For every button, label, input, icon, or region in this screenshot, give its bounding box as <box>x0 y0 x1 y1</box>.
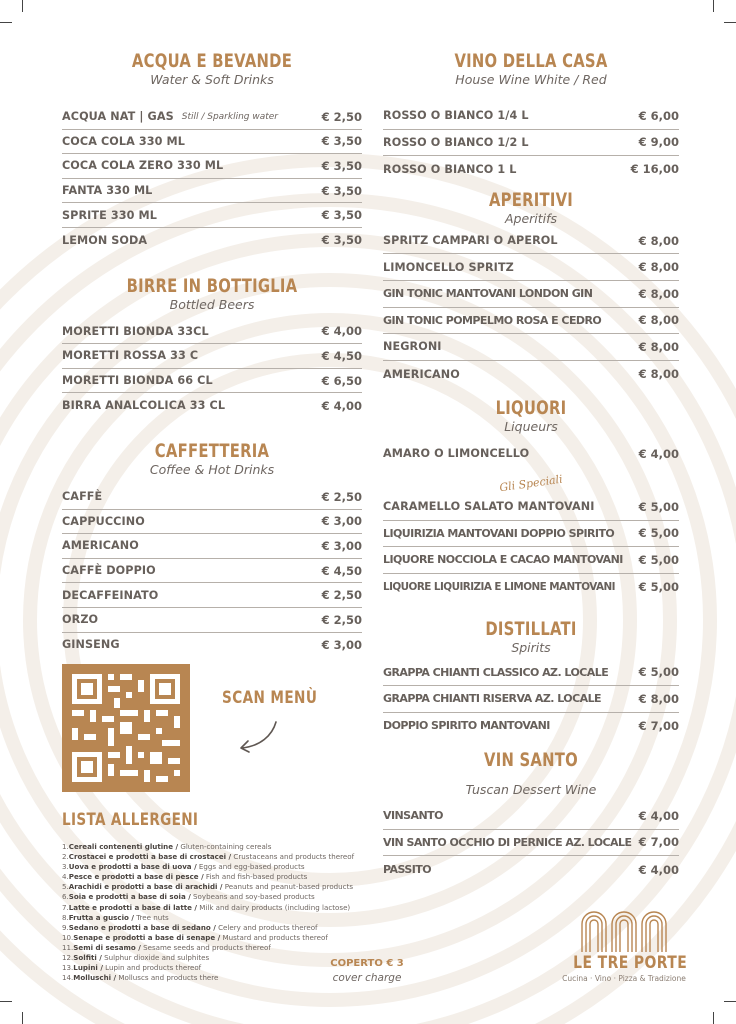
section-specials-items <box>383 494 679 600</box>
section-title: DISTILLATI <box>485 618 577 641</box>
qr-code-icon <box>62 664 190 792</box>
menu-item <box>383 228 679 255</box>
item-name: LIQUORE LIQUIRIZIA E LIMONE MANTOVANI <box>383 581 615 594</box>
item-price: € 2,50 <box>321 109 362 124</box>
allergen-item: 6.Soia e prodotti a base di soia / Soybeans and soy-based products <box>62 892 315 902</box>
crop-mark <box>713 1012 714 1024</box>
crop-mark <box>724 1001 736 1002</box>
item-price: € 4,00 <box>638 808 679 823</box>
menu-item <box>62 344 362 369</box>
item-price: € 8,00 <box>638 286 679 301</box>
item-price: € 16,00 <box>630 162 679 177</box>
menu-item <box>383 713 679 740</box>
item-price: € 8,00 <box>638 339 679 354</box>
item-price: € 3,50 <box>321 233 362 248</box>
allergen-item: 11.Semi di sesamo / Sesame seeds and products thereof <box>62 942 271 952</box>
menu-item <box>62 608 362 633</box>
section-subtitle: Liqueurs <box>504 419 558 435</box>
item-price: € 4,00 <box>321 324 362 339</box>
allergen-item: 1.Cereali contenenti glutine / Gluten-containing cereals <box>62 842 272 851</box>
allergen-item: 12.Solfiti / Sulphur dioxide and sulphites <box>62 953 210 963</box>
menu-item <box>62 393 362 418</box>
section-aperitifs-header <box>383 189 679 226</box>
allergen-item: 5.Arachidi e prodotti a base di arachidi / Peanuts and peanut-based products <box>62 882 354 892</box>
menu-item <box>383 103 679 130</box>
menu-item <box>383 659 679 686</box>
section-title: APERITIVI <box>488 188 574 211</box>
item-price: € 8,00 <box>638 367 679 382</box>
allergen-item: 7.Latte e prodotti a base di latte / Milk and dairy products (including lactose) <box>62 902 351 912</box>
item-price: € 7,00 <box>638 835 679 850</box>
menu-item <box>383 156 679 183</box>
brand-block <box>562 904 686 983</box>
allergen-list <box>62 842 362 983</box>
item-price: € 7,00 <box>638 718 679 733</box>
crop-mark <box>22 1012 23 1024</box>
item-name: AMARO O LIMONCELLO <box>383 447 530 461</box>
item-name: GIN TONIC POMPELMO ROSA E CEDRO <box>383 313 602 327</box>
item-price: € 6,50 <box>321 373 362 388</box>
allergen-item: 8.Frutta a guscio / Tree nuts <box>62 912 169 922</box>
item-price: € 3,00 <box>321 538 362 553</box>
item-price: € 5,00 <box>638 526 679 541</box>
menu-item <box>383 856 679 883</box>
brand-tagline: Cucina · Vino · Pizza & Tradizione <box>562 974 686 983</box>
menu-item <box>62 228 362 253</box>
left-column <box>62 50 362 657</box>
section-liqueurs-header <box>383 397 679 434</box>
menu-item <box>383 574 679 601</box>
item-name: SPRITZ CAMPARI O APEROL <box>383 234 558 248</box>
item-name: MORETTI BIONDA 33CL <box>62 324 209 338</box>
item-name: GINSENG <box>62 638 120 652</box>
menu-item <box>383 254 679 281</box>
item-price: € 4,50 <box>321 348 362 363</box>
menu-item <box>62 203 362 228</box>
section-wine-header <box>383 50 679 87</box>
section-title: LIQUORI <box>495 397 567 420</box>
item-note: Still / Sparkling water <box>181 111 279 122</box>
menu-item <box>383 547 679 574</box>
item-price: € 3,00 <box>321 514 362 529</box>
item-price: € 2,50 <box>321 588 362 603</box>
crop-mark <box>0 1001 12 1002</box>
item-price: € 4,00 <box>638 446 679 461</box>
crop-mark <box>0 22 12 23</box>
menu-item <box>62 320 362 345</box>
item-price: € 5,00 <box>638 499 679 514</box>
menu-item <box>62 559 362 584</box>
item-name: SPRITE 330 ML <box>62 208 158 222</box>
section-subtitle: Coffee & Hot Drinks <box>149 461 275 477</box>
allergen-item: 10.Senape e prodotti a base di senape / Mustard and products thereof <box>62 932 328 942</box>
menu-item <box>383 686 679 713</box>
crop-mark <box>724 22 736 23</box>
section-wine-items <box>383 103 679 183</box>
item-name: DOPPIO SPIRITO MANTOVANI <box>383 719 550 733</box>
item-name: AMERICANO <box>62 539 139 553</box>
allergen-item: 9.Sedano e prodotti a base di sedano / Celery and products thereof <box>62 922 318 932</box>
item-name: ROSSO O BIANCO 1 L <box>383 162 517 176</box>
menu-item <box>62 369 362 394</box>
arrow-icon <box>234 718 284 754</box>
section-title: ACQUA E BEVANDE <box>131 50 293 72</box>
menu-item <box>383 334 679 361</box>
menu-item <box>383 803 679 830</box>
item-name: COCA COLA 330 ML <box>62 134 185 148</box>
item-price: € 3,50 <box>321 134 362 149</box>
item-price: € 4,50 <box>321 563 362 578</box>
section-subtitle: Tuscan Dessert Wine <box>465 782 597 798</box>
item-name: LIQUORE NOCCIOLA E CACAO MANTOVANI <box>383 553 623 567</box>
allergen-title: LISTA ALLERGENI <box>62 810 199 830</box>
item-name: LIQUIRIZIA MANTOVANI DOPPIO SPIRITO <box>383 526 615 540</box>
item-price: € 2,50 <box>321 612 362 627</box>
menu-item <box>62 485 362 510</box>
menu-item <box>62 179 362 204</box>
item-price: € 8,00 <box>638 260 679 275</box>
brand-name: LE TRE PORTE <box>573 953 688 973</box>
section-beer-items <box>62 320 362 418</box>
section-aperitifs-items <box>383 228 679 388</box>
cover-charge-subtitle: cover charge <box>332 972 402 984</box>
item-name: FANTA 330 ML <box>62 184 153 198</box>
cover-charge <box>322 958 412 984</box>
item-name: CAFFÈ DOPPIO <box>62 564 156 578</box>
item-price: € 8,00 <box>638 313 679 328</box>
crop-mark <box>22 0 23 12</box>
item-name: CAFFÈ <box>62 490 103 504</box>
menu-item <box>383 830 679 857</box>
item-price: € 3,50 <box>321 183 362 198</box>
item-price: € 2,50 <box>321 489 362 504</box>
item-name: MORETTI BIONDA 66 CL <box>62 374 213 388</box>
section-spirits-items <box>383 659 679 739</box>
section-beer-header <box>62 275 362 312</box>
item-name: NEGRONI <box>383 340 442 354</box>
section-coffee-items <box>62 485 362 657</box>
item-name: LEMON SODA <box>62 233 148 247</box>
menu-item <box>383 361 679 388</box>
item-price: € 4,00 <box>321 398 362 413</box>
allergen-item: 4.Pesce e prodotti a base di pesce / Fish and fish-based products <box>62 872 308 882</box>
allergen-section <box>62 810 362 983</box>
menu-item <box>62 583 362 608</box>
section-water-header <box>62 50 362 87</box>
menu-item <box>62 510 362 535</box>
item-name: DECAFFEINATO <box>62 588 159 602</box>
section-title: BIRRE IN BOTTIGLIA <box>126 274 298 297</box>
menu-item <box>62 633 362 658</box>
menu-item <box>62 130 362 155</box>
item-name: ROSSO O BIANCO 1/2 L <box>383 135 529 149</box>
allergen-item: 14.Molluschi / Molluscs and products there <box>62 973 219 983</box>
qr-code[interactable] <box>62 664 190 792</box>
section-vinsanto-header <box>383 749 679 797</box>
item-name: ROSSO O BIANCO 1/4 L <box>383 109 529 123</box>
item-price: € 5,00 <box>638 552 679 567</box>
item-price: € 3,00 <box>321 637 362 652</box>
item-name: GIN TONIC MANTOVANI LONDON GIN <box>383 287 593 301</box>
item-price: € 5,00 <box>638 665 679 680</box>
item-name: ORZO <box>62 613 99 627</box>
item-price: € 8,00 <box>638 233 679 248</box>
item-name: GRAPPA CHIANTI RISERVA AZ. LOCALE <box>383 692 601 706</box>
item-price: € 3,50 <box>321 158 362 173</box>
menu-item <box>383 281 679 308</box>
section-title: VIN SANTO <box>484 749 578 772</box>
item-price: € 5,00 <box>638 580 679 595</box>
section-title: VINO DELLA CASA <box>454 50 608 72</box>
item-price: € 9,00 <box>638 135 679 150</box>
item-name: VINSANTO <box>383 809 443 823</box>
item-name: CAPPUCCINO <box>62 514 145 528</box>
section-subtitle: Spirits <box>511 640 551 656</box>
allergen-item: 13.Lupini / Lupin and products thereof <box>62 963 202 973</box>
item-name: GRAPPA CHIANTI CLASSICO AZ. LOCALE <box>383 665 609 679</box>
section-subtitle: Bottled Beers <box>169 296 255 312</box>
menu-item <box>62 105 362 130</box>
crop-mark <box>713 0 714 12</box>
item-price: € 6,00 <box>638 108 679 123</box>
item-price: € 4,00 <box>638 862 679 877</box>
right-column <box>383 50 679 883</box>
menu-item <box>62 534 362 559</box>
section-subtitle: Aperitifs <box>504 210 558 226</box>
allergen-item: 2.Crostacei e prodotti a base di crostacei / Crustaceans and products thereof <box>62 852 355 862</box>
section-subtitle: Water & Soft Drinks <box>150 72 274 87</box>
item-name: VIN SANTO OCCHIO DI PERNICE AZ. LOCALE <box>383 835 632 849</box>
allergen-item: 3.Uova e prodotti a base di uova / Eggs and egg-based products <box>62 862 305 872</box>
item-name: AMERICANO <box>383 367 460 381</box>
section-subtitle: House Wine White / Red <box>455 72 607 87</box>
item-name: MORETTI ROSSA 33 C <box>62 349 199 363</box>
specials-label: Gli Speciali <box>498 472 564 495</box>
menu-item <box>383 130 679 157</box>
item-name: BIRRA ANALCOLICA 33 CL <box>62 399 226 413</box>
item-price: € 3,50 <box>321 208 362 223</box>
item-name: CARAMELLO SALATO MANTOVANI <box>383 500 595 514</box>
item-name: PASSITO <box>383 863 432 877</box>
section-water-items <box>62 105 362 253</box>
item-name: COCA COLA ZERO 330 ML <box>62 159 224 173</box>
menu-item <box>383 521 679 548</box>
three-arches-logo-icon <box>576 904 672 952</box>
item-price: € 8,00 <box>638 691 679 706</box>
cover-charge-label: COPERTO € 3 <box>330 958 404 969</box>
item-name: LIMONCELLO SPRITZ <box>383 260 514 274</box>
section-title: CAFFETTERIA <box>154 439 270 462</box>
section-vinsanto-items <box>383 803 679 883</box>
scan-menu-label: SCAN MENÙ <box>222 688 318 708</box>
menu-item <box>62 154 362 179</box>
menu-item <box>383 308 679 335</box>
section-coffee-header <box>62 440 362 477</box>
section-spirits-header <box>383 618 679 655</box>
item-name: ACQUA NAT | GAS <box>62 110 174 124</box>
